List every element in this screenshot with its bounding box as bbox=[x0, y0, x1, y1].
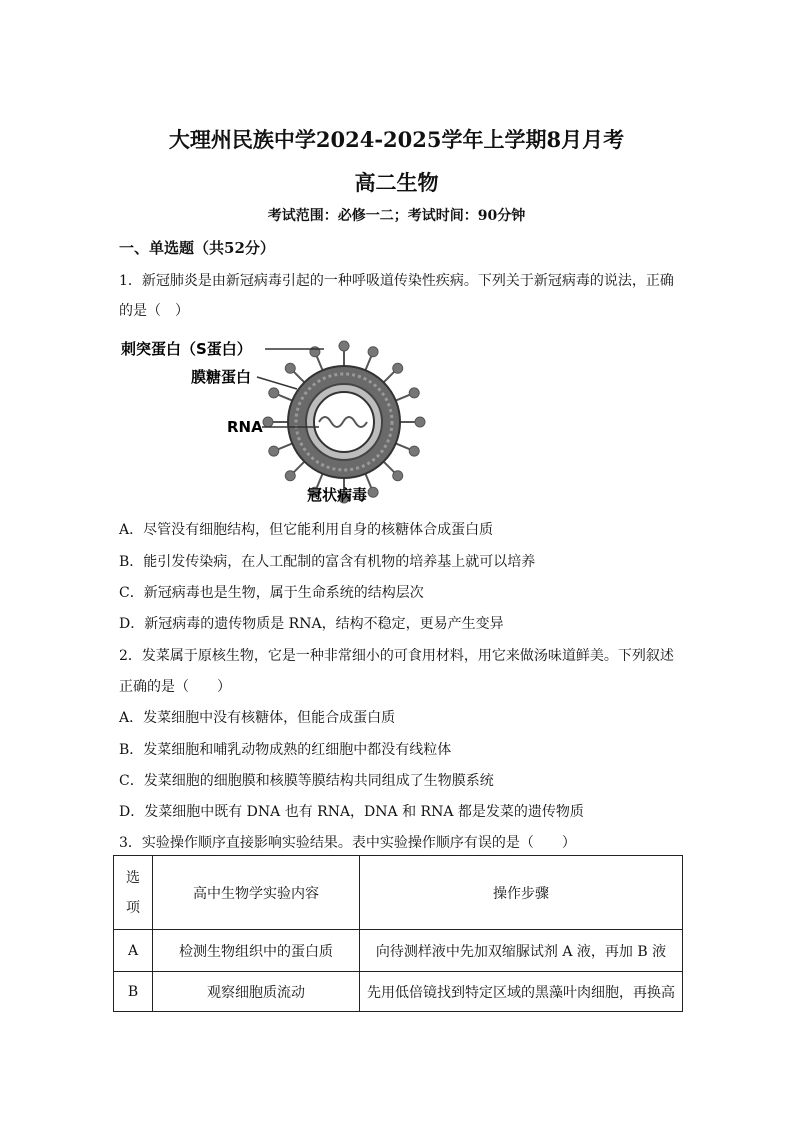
row-option: A bbox=[114, 930, 153, 972]
row-content: 观察细胞质流动 bbox=[153, 972, 360, 1012]
spike-head bbox=[393, 471, 403, 481]
section-heading: 一、单选题（共52分） bbox=[119, 239, 275, 257]
subject-title: 高二生物 bbox=[354, 170, 439, 195]
spike-head bbox=[285, 363, 295, 373]
q2-option-b: B．发菜细胞和哺乳动物成熟的红细胞中都没有线粒体 bbox=[119, 742, 452, 758]
figure-caption: 冠状病毒 bbox=[307, 486, 368, 504]
q1-option-a: A．尽管没有细胞结构，但它能利用自身的核糖体合成蛋白质 bbox=[119, 522, 494, 538]
q3-table bbox=[113, 855, 683, 1012]
spike-head bbox=[409, 446, 419, 456]
q2-option-d: D．发菜细胞中既有 DNA 也有 RNA，DNA 和 RNA 都是发菜的遗传物质 bbox=[119, 804, 584, 820]
header-steps: 操作步骤 bbox=[360, 856, 683, 930]
spike-head bbox=[368, 347, 378, 357]
table-header-row bbox=[114, 856, 683, 930]
exam-title: 大理州民族中学2024-2025学年上学期8月月考 bbox=[168, 127, 625, 152]
label-spike-protein: 刺突蛋白（S蛋白） bbox=[121, 340, 252, 358]
spike-head bbox=[415, 417, 425, 427]
q2-option-a: A．发菜细胞中没有核糖体，但能合成蛋白质 bbox=[119, 710, 396, 726]
header-content: 高中生物学实验内容 bbox=[153, 856, 360, 930]
row-steps: 向待测样液中先加双缩脲试剂 A 液，再加 B 液 bbox=[360, 930, 683, 972]
q1-stem-line1: 1．新冠肺炎是由新冠病毒引起的一种呼吸道传染性疾病。下列关于新冠病毒的说法，正确 bbox=[119, 273, 674, 289]
spike-head bbox=[269, 388, 279, 398]
spike-head bbox=[368, 487, 378, 497]
table-row bbox=[114, 930, 683, 972]
header-option-char2: 项 bbox=[126, 899, 140, 916]
label-membrane-glycoprotein: 膜糖蛋白 bbox=[191, 368, 252, 386]
spike-head bbox=[263, 417, 273, 427]
exam-info: 考试范围：必修一二；考试时间：90分钟 bbox=[267, 208, 526, 224]
spike-head bbox=[269, 446, 279, 456]
spike-head bbox=[409, 388, 419, 398]
label-rna: RNA bbox=[227, 418, 263, 436]
q1-option-c: C．新冠病毒也是生物，属于生命系统的结构层次 bbox=[119, 585, 424, 601]
row-option: B bbox=[114, 972, 153, 1012]
row-content: 检测生物组织中的蛋白质 bbox=[153, 930, 360, 972]
spike-head bbox=[393, 363, 403, 373]
spike-head bbox=[285, 471, 295, 481]
q1-option-d: D．新冠病毒的遗传物质是 RNA，结构不稳定，更易产生变异 bbox=[119, 616, 504, 632]
row-steps: 先用低倍镜找到特定区域的黑藻叶肉细胞，再换高 bbox=[360, 972, 683, 1012]
q1-option-b: B．能引发传染病，在人工配制的富含有机物的培养基上就可以培养 bbox=[119, 554, 536, 570]
header-option-char1: 选 bbox=[126, 869, 140, 886]
table-row bbox=[114, 972, 683, 1012]
q2-stem-line1: 2．发菜属于原核生物，它是一种非常细小的可食用材料，用它来做汤味道鲜美。下列叙述 bbox=[119, 648, 674, 664]
q1-stem-line2: 的是（ ） bbox=[119, 303, 189, 319]
spike-head bbox=[339, 341, 349, 351]
coronavirus-figure bbox=[119, 334, 439, 509]
q2-stem-line2: 正确的是（ ） bbox=[119, 679, 231, 695]
q3-stem: 3．实验操作顺序直接影响实验结果。表中实验操作顺序有误的是（ ） bbox=[119, 835, 576, 851]
q2-option-c: C．发菜细胞的细胞膜和核膜等膜结构共同组成了生物膜系统 bbox=[119, 773, 494, 789]
header-option-cell bbox=[114, 856, 153, 930]
